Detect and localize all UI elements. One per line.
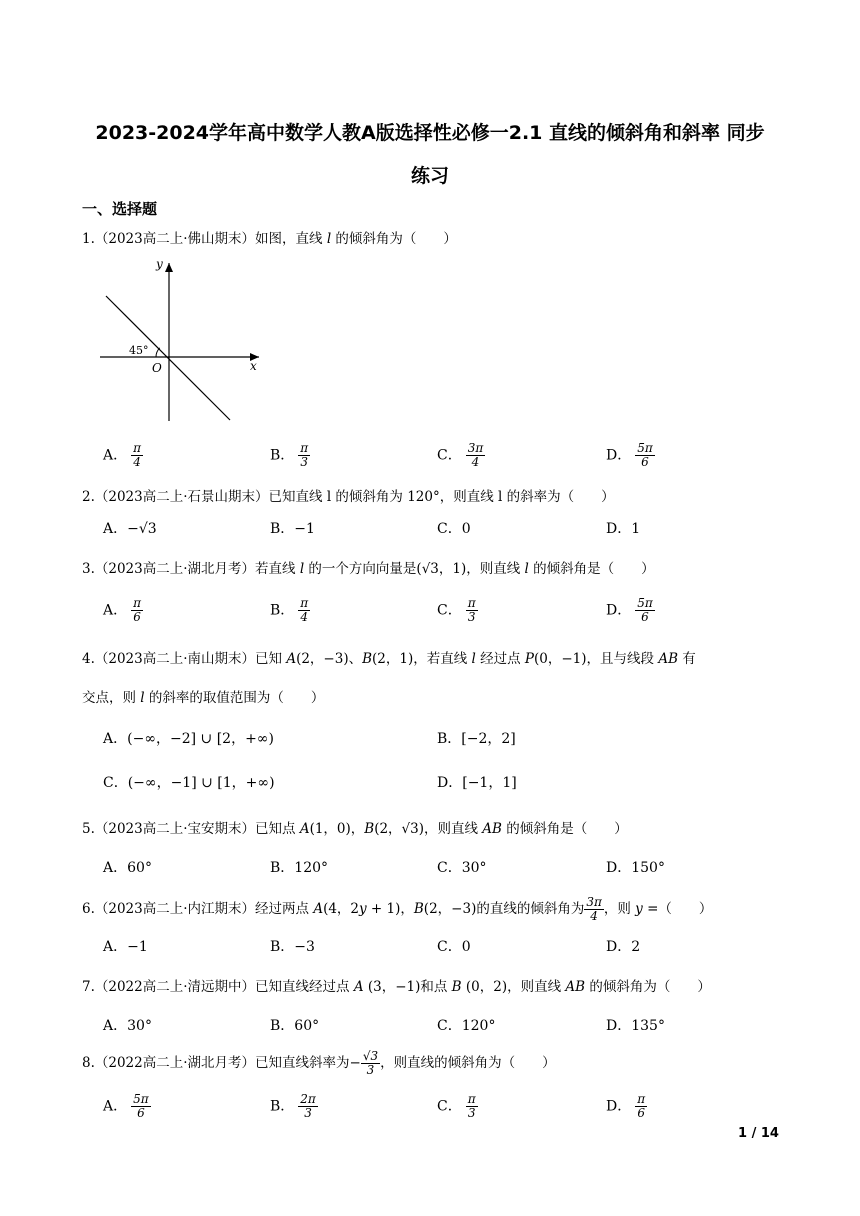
question-1-figure: [96, 256, 266, 426]
section-heading: 一、选择题: [82, 200, 158, 218]
q5-option-c[interactable]: C．30°: [437, 860, 487, 876]
q3-option-c[interactable]: C． $\frac{\pi}{3}$: [437, 596, 476, 624]
q7-option-a[interactable]: A．30°: [103, 1018, 152, 1034]
question-2-stem: 2.（2023高二上·石景山期末）已知直线 l 的倾斜角为 120°，则直线 l 的斜率为（ ）: [82, 489, 615, 505]
q8-option-c[interactable]: C． $\frac{\pi}{3}$: [437, 1092, 476, 1120]
question-4-stem-line-2: 交点，则 𝑙 的斜率的取值范围为（ ）: [82, 690, 325, 706]
q2-option-a[interactable]: A．−√3: [103, 521, 157, 537]
q1-option-a[interactable]: A． $\frac{\pi}{4}$: [103, 441, 142, 469]
page-number: 1 / 14: [738, 1126, 779, 1141]
question-3-stem: 3.（2023高二上·湖北月考）若直线 𝑙 的一个方向向量是(√3，1)，则直线 𝑙 的倾斜角是（ ）: [82, 561, 655, 577]
q6-option-b[interactable]: B．−3: [270, 939, 315, 955]
question-4-stem: 4.（2023高二上·南山期末）已知 𝐴(2，−3)、𝐵(2，1)，若直线 𝑙 经过点 𝑃(0，−1)，且与线段 𝐴𝐵 有: [82, 651, 696, 667]
x-axis-label: x: [250, 359, 257, 373]
question-6-stem: 6.（2023高二上·内江期末）经过两点 𝐴(4，2𝑦 + 1)，𝐵(2，−3)的直线的倾斜角为 $\frac{3\pi}{4}$ ，则 𝑦 =（ ）: [82, 895, 713, 923]
q4-option-a[interactable]: A．(−∞，−2] ∪ [2，+∞): [103, 731, 274, 747]
q4-option-b[interactable]: B．[−2，2]: [437, 731, 516, 747]
y-axis-arrow-icon: [165, 263, 173, 272]
title-line-2: 练习: [410, 165, 449, 187]
q8-option-d[interactable]: D． $\frac{\pi}{6}$: [606, 1092, 646, 1120]
q5-option-b[interactable]: B．120°: [270, 860, 329, 876]
q2-option-d[interactable]: D．1: [606, 521, 641, 537]
q3-option-b[interactable]: B． $\frac{\pi}{4}$: [270, 596, 309, 624]
q1-option-d[interactable]: D． $\frac{5\pi}{6}$: [606, 441, 653, 469]
q2-option-b[interactable]: B．−1: [270, 521, 315, 537]
line-l: [106, 296, 230, 420]
question-7-stem: 7.（2022高二上·清远期中）已知直线经过点 𝐴 (3，−1)和点 𝐵 (0，2)，则直线 𝐴𝐵 的倾斜角为（ ）: [82, 979, 711, 995]
origin-label: O: [152, 361, 162, 375]
q7-option-c[interactable]: C．120°: [437, 1018, 496, 1034]
q6-option-d[interactable]: D．2: [606, 939, 641, 955]
q6-option-c[interactable]: C．0: [437, 939, 471, 955]
angle-label: 45°: [129, 344, 149, 357]
question-8-stem: 8.（2022高二上·湖北月考）已知直线斜率为− $\frac{√3}{3}$ ，则直线的倾斜角为（ ）: [82, 1049, 556, 1077]
q7-option-b[interactable]: B．60°: [270, 1018, 320, 1034]
q3-option-a[interactable]: A． $\frac{\pi}{6}$: [103, 596, 142, 624]
q7-option-d[interactable]: D．135°: [606, 1018, 665, 1034]
question-1-stem: 1.（2023高二上·佛山期末）如图，直线 𝑙 的倾斜角为（ ）: [82, 231, 457, 247]
q6-option-a[interactable]: A．−1: [103, 939, 148, 955]
q4-option-c[interactable]: C．(−∞，−1] ∪ [1，+∞): [103, 775, 275, 791]
y-axis-label: y: [156, 257, 163, 271]
q1-option-c[interactable]: C． $\frac{3\pi}{4}$: [437, 441, 484, 469]
q4-option-d[interactable]: D．[−1，1]: [437, 775, 517, 791]
q3-option-d[interactable]: D． $\frac{5\pi}{6}$: [606, 596, 653, 624]
question-5-stem: 5.（2023高二上·宝安期末）已知点 𝐴(1，0)，𝐵(2，√3)，则直线 𝐴𝐵 的倾斜角是（ ）: [82, 821, 628, 837]
q8-option-a[interactable]: A． $\frac{5\pi}{6}$: [103, 1092, 149, 1120]
q2-option-c[interactable]: C．0: [437, 521, 471, 537]
title-line-1: 2023-2024学年高中数学人教A版选择性必修一2.1 直线的倾斜角和斜率 同步: [95, 122, 765, 144]
q1-option-b[interactable]: B． $\frac{\pi}{3}$: [270, 441, 309, 469]
q8-option-b[interactable]: B． $\frac{2\pi}{3}$: [270, 1092, 316, 1120]
q5-option-d[interactable]: D．150°: [606, 860, 665, 876]
q5-option-a[interactable]: A．60°: [103, 860, 152, 876]
